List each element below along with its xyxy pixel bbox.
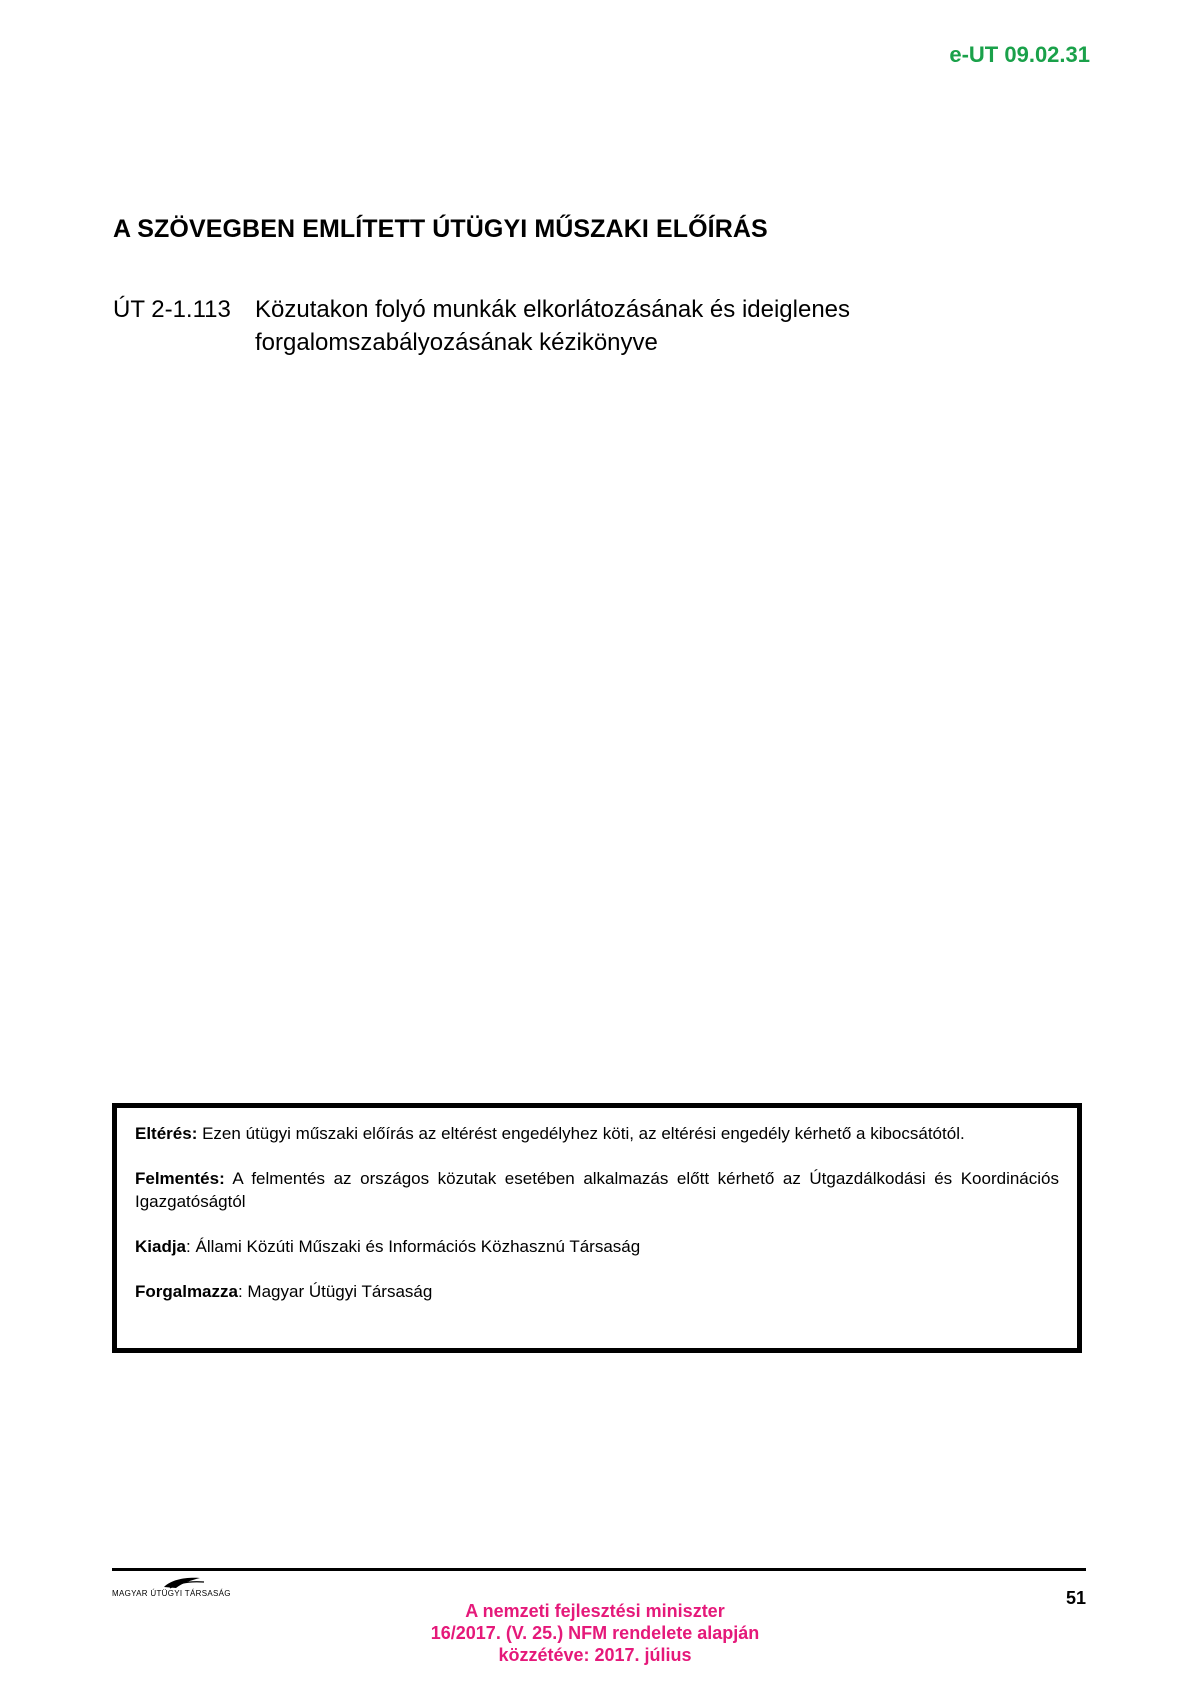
standard-title: Közutakon folyó munkák elkorlátozásának és ideiglenes forgalomszabályozásának kézikönyve xyxy=(255,296,851,356)
distributor-paragraph xyxy=(135,1280,1059,1303)
page-number: 51 xyxy=(1065,1588,1086,1608)
publication-line: közzétéve: 2017. július xyxy=(498,1645,692,1665)
deviation-text: Ezen útügyi műszaki előírás az eltérést engedélyhez köti, az eltérési engedély kérhető a kibocsátótól. xyxy=(197,1124,965,1143)
document-code: e-UT 09.02.31 xyxy=(949,42,1090,67)
deviation-paragraph xyxy=(135,1122,1059,1145)
publisher-label: Kiadja xyxy=(135,1237,187,1256)
standard-code: ÚT 2-1.113 xyxy=(113,296,231,323)
page-title: A SZÖVEGBEN EMLÍTETT ÚTÜGYI MŰSZAKI ELŐÍRÁS xyxy=(113,215,768,243)
publisher-text: : Állami Közúti Műszaki és Információs Közhasznú Társaság xyxy=(186,1237,641,1256)
distributor-text: : Magyar Útügyi Társaság xyxy=(237,1282,433,1301)
notice-box xyxy=(112,1103,1082,1353)
exemption-text: A felmentés az országos közutak esetében alkalmazás előtt kérhető az Útgazdálkodási és Koordinációs Igazgatóságtól xyxy=(135,1169,1059,1211)
publisher-paragraph xyxy=(135,1235,1059,1258)
exemption-paragraph xyxy=(135,1167,1059,1213)
footer-divider xyxy=(112,1568,1086,1571)
publication-note xyxy=(0,1600,1190,1666)
logo-text: MAGYAR ÚTÜGYI TÁRSASÁG xyxy=(112,1589,231,1598)
distributor-label: Forgalmazza xyxy=(135,1282,238,1301)
exemption-label: Felmentés: xyxy=(135,1169,225,1188)
deviation-label: Eltérés: xyxy=(135,1124,198,1143)
publication-line: A nemzeti fejlesztési miniszter xyxy=(465,1601,725,1621)
publication-line: 16/2017. (V. 25.) NFM rendelete alapján xyxy=(430,1623,760,1643)
referenced-standard xyxy=(113,293,935,359)
